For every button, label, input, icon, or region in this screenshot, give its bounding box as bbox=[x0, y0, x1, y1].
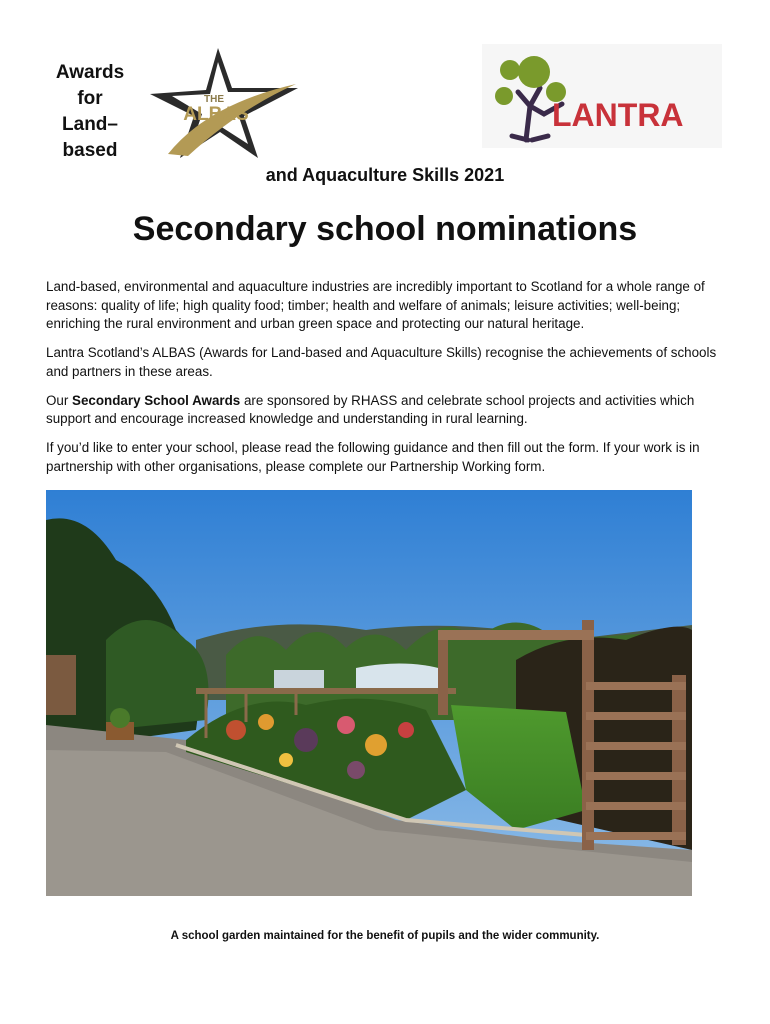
subtitle: and Aquaculture Skills 2021 bbox=[265, 165, 505, 185]
paragraph-text: are sponsored by RHASS and celebrate school projects and activities which support and encourage increased knowledge and understanding in rural learning. bbox=[46, 392, 695, 426]
awards-line: based bbox=[62, 140, 118, 161]
intro-text bbox=[46, 278, 722, 487]
paragraph: If you’d like to enter your school, please read the following guidance and then fill out the form. If your work is in partnership with other organisations, please complete our Partnership Working form. bbox=[46, 440, 700, 474]
photo-caption: A school garden maintained for the benefit of pupils and the wider community. bbox=[170, 930, 600, 942]
paragraph: Lantra Scotland’s ALBAS (Awards for Land-based and Aquaculture Skills) recognise the achievements of schools and partners in these areas. bbox=[46, 345, 717, 379]
paragraph-bold-text: Secondary School Awards bbox=[72, 392, 241, 408]
awards-heading bbox=[38, 60, 142, 164]
lantra-logo-text: LANTRA bbox=[552, 97, 684, 133]
lantra-logo bbox=[482, 44, 722, 148]
page-title: Secondary school nominations bbox=[132, 210, 638, 248]
albas-small-text: THE bbox=[204, 94, 224, 105]
awards-line: for bbox=[77, 88, 103, 109]
paragraph-text: Our bbox=[46, 392, 73, 408]
paragraph bbox=[46, 392, 722, 429]
albas-big-text: ALBAS bbox=[183, 104, 249, 125]
awards-line: Land– bbox=[62, 114, 118, 135]
school-garden-photo bbox=[46, 490, 692, 896]
paragraph: Land-based, environmental and aquaculture industries are incredibly important to Scotland for a whole range of reasons: quality of life; high quality food; timber; health and welfare of animals; leisure activities; well-being; enriching the rural environment and urban green space and protecting our natural heritage. bbox=[46, 279, 705, 331]
albas-logo bbox=[148, 44, 300, 162]
awards-line: Awards bbox=[55, 62, 125, 83]
star-icon bbox=[150, 48, 298, 158]
